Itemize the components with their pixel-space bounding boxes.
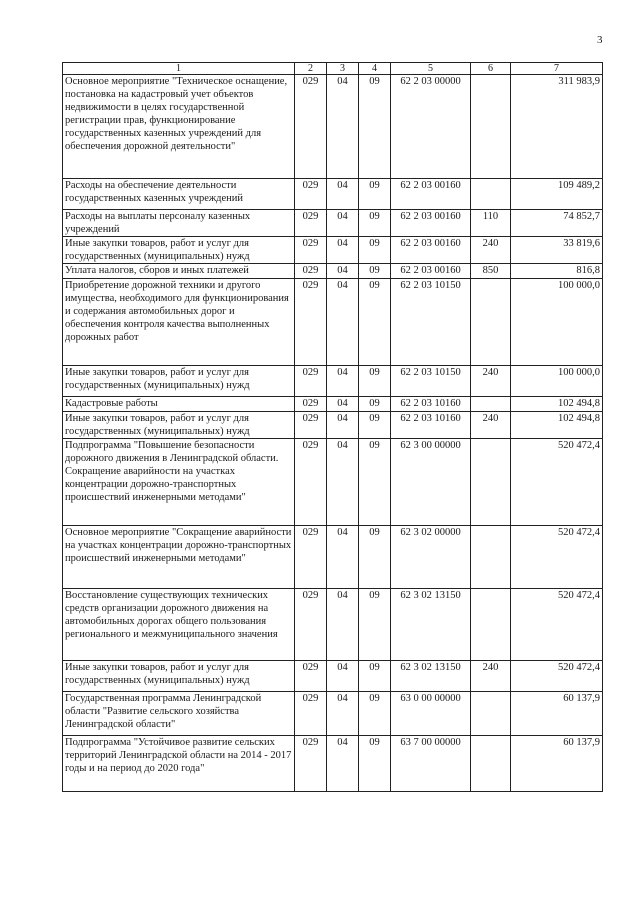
section-code-cell: 04 [327, 439, 359, 526]
target-article-cell: 63 0 00 00000 [391, 692, 471, 736]
row-name-cell: Подпрограмма "Повышение безопасности дорожного движения в Ленинградской области. Сокращение аварийности на участках концентрации дорожно-транспортных происшествий инженерными методами" [63, 439, 295, 526]
amount-cell: 100 000,0 [511, 279, 603, 366]
column-number-row [63, 63, 603, 75]
row-name-cell: Подпрограмма "Устойчивое развитие сельских территорий Ленинградской области на 2014 - 2017 годы и на период до 2020 года" [63, 736, 295, 792]
amount-cell: 520 472,4 [511, 589, 603, 661]
ministry-code-cell: 029 [295, 439, 327, 526]
expense-type-cell [471, 692, 511, 736]
row-name-cell: Иные закупки товаров, работ и услуг для государственных (муниципальных) нужд [63, 412, 295, 439]
target-article-cell: 63 7 00 00000 [391, 736, 471, 792]
section-code-cell: 04 [327, 589, 359, 661]
target-article-cell: 62 3 02 00000 [391, 526, 471, 589]
target-article-cell: 62 2 03 00000 [391, 75, 471, 179]
expense-type-cell [471, 589, 511, 661]
row-name-cell: Расходы на выплаты персоналу казенных учреждений [63, 210, 295, 237]
section-code-cell: 04 [327, 366, 359, 397]
expense-type-cell: 240 [471, 412, 511, 439]
ministry-code-cell: 029 [295, 736, 327, 792]
table-row [63, 589, 603, 661]
target-article-cell: 62 2 03 00160 [391, 179, 471, 210]
section-code-cell: 04 [327, 736, 359, 792]
section-code-cell: 04 [327, 692, 359, 736]
subsection-code-cell: 09 [359, 237, 391, 264]
column-header-7: 7 [511, 63, 603, 75]
expense-type-cell: 240 [471, 237, 511, 264]
expense-type-cell [471, 75, 511, 179]
expense-type-cell [471, 736, 511, 792]
section-code-cell: 04 [327, 279, 359, 366]
ministry-code-cell: 029 [295, 179, 327, 210]
column-header-3: 3 [327, 63, 359, 75]
amount-cell: 102 494,8 [511, 412, 603, 439]
ministry-code-cell: 029 [295, 397, 327, 412]
table-row [63, 692, 603, 736]
table-row [63, 526, 603, 589]
ministry-code-cell: 029 [295, 279, 327, 366]
row-name-cell: Приобретение дорожной техники и другого имущества, необходимого для функционирования и содержания автомобильных дорог и обеспечения контроля качества выполненных дорожных работ [63, 279, 295, 366]
section-code-cell: 04 [327, 210, 359, 237]
subsection-code-cell: 09 [359, 439, 391, 526]
subsection-code-cell: 09 [359, 589, 391, 661]
subsection-code-cell: 09 [359, 366, 391, 397]
subsection-code-cell: 09 [359, 279, 391, 366]
table-row [63, 75, 603, 179]
subsection-code-cell: 09 [359, 75, 391, 179]
ministry-code-cell: 029 [295, 264, 327, 279]
table-row [63, 397, 603, 412]
amount-cell: 100 000,0 [511, 366, 603, 397]
column-header-2: 2 [295, 63, 327, 75]
section-code-cell: 04 [327, 179, 359, 210]
amount-cell: 60 137,9 [511, 736, 603, 792]
row-name-cell: Уплата налогов, сборов и иных платежей [63, 264, 295, 279]
expense-type-cell: 850 [471, 264, 511, 279]
ministry-code-cell: 029 [295, 692, 327, 736]
table-row [63, 736, 603, 792]
column-header-4: 4 [359, 63, 391, 75]
target-article-cell: 62 2 03 10160 [391, 397, 471, 412]
table-row [63, 412, 603, 439]
expense-type-cell [471, 397, 511, 412]
ministry-code-cell: 029 [295, 210, 327, 237]
amount-cell: 109 489,2 [511, 179, 603, 210]
table-row [63, 366, 603, 397]
subsection-code-cell: 09 [359, 661, 391, 692]
target-article-cell: 62 2 03 10160 [391, 412, 471, 439]
target-article-cell: 62 2 03 10150 [391, 279, 471, 366]
table-row [63, 264, 603, 279]
budget-table [62, 62, 603, 792]
column-header-1: 1 [63, 63, 295, 75]
table-row [63, 179, 603, 210]
row-name-cell: Основное мероприятие "Сокращение аварийности на участках концентрации дорожно-транспортных происшествий инженерными методами" [63, 526, 295, 589]
amount-cell: 102 494,8 [511, 397, 603, 412]
amount-cell: 60 137,9 [511, 692, 603, 736]
target-article-cell: 62 2 03 00160 [391, 264, 471, 279]
row-name-cell: Иные закупки товаров, работ и услуг для государственных (муниципальных) нужд [63, 661, 295, 692]
subsection-code-cell: 09 [359, 412, 391, 439]
amount-cell: 74 852,7 [511, 210, 603, 237]
target-article-cell: 62 3 00 00000 [391, 439, 471, 526]
ministry-code-cell: 029 [295, 237, 327, 264]
subsection-code-cell: 09 [359, 526, 391, 589]
expense-type-cell [471, 279, 511, 366]
subsection-code-cell: 09 [359, 397, 391, 412]
row-name-cell: Восстановление существующих технических средств организации дорожного движения на автомобильных дорогах общего пользования регионального и межмуниципального значения [63, 589, 295, 661]
ministry-code-cell: 029 [295, 75, 327, 179]
amount-cell: 816,8 [511, 264, 603, 279]
table-row [63, 210, 603, 237]
section-code-cell: 04 [327, 397, 359, 412]
row-name-cell: Иные закупки товаров, работ и услуг для государственных (муниципальных) нужд [63, 237, 295, 264]
subsection-code-cell: 09 [359, 210, 391, 237]
section-code-cell: 04 [327, 412, 359, 439]
amount-cell: 311 983,9 [511, 75, 603, 179]
ministry-code-cell: 029 [295, 661, 327, 692]
row-name-cell: Государственная программа Ленинградской области "Развитие сельского хозяйства Ленинградской области" [63, 692, 295, 736]
expense-type-cell: 110 [471, 210, 511, 237]
target-article-cell: 62 2 03 10150 [391, 366, 471, 397]
page-number: 3 [597, 34, 603, 46]
row-name-cell: Иные закупки товаров, работ и услуг для государственных (муниципальных) нужд [63, 366, 295, 397]
subsection-code-cell: 09 [359, 264, 391, 279]
table-row [63, 279, 603, 366]
column-header-6: 6 [471, 63, 511, 75]
ministry-code-cell: 029 [295, 526, 327, 589]
table-row [63, 439, 603, 526]
row-name-cell: Кадастровые работы [63, 397, 295, 412]
subsection-code-cell: 09 [359, 736, 391, 792]
section-code-cell: 04 [327, 526, 359, 589]
target-article-cell: 62 3 02 13150 [391, 661, 471, 692]
amount-cell: 33 819,6 [511, 237, 603, 264]
ministry-code-cell: 029 [295, 589, 327, 661]
table-row [63, 661, 603, 692]
target-article-cell: 62 2 03 00160 [391, 210, 471, 237]
amount-cell: 520 472,4 [511, 661, 603, 692]
ministry-code-cell: 029 [295, 412, 327, 439]
amount-cell: 520 472,4 [511, 439, 603, 526]
row-name-cell: Расходы на обеспечение деятельности государственных казенных учреждений [63, 179, 295, 210]
expense-type-cell [471, 439, 511, 526]
expense-type-cell: 240 [471, 366, 511, 397]
ministry-code-cell: 029 [295, 366, 327, 397]
amount-cell: 520 472,4 [511, 526, 603, 589]
target-article-cell: 62 3 02 13150 [391, 589, 471, 661]
column-header-5: 5 [391, 63, 471, 75]
section-code-cell: 04 [327, 264, 359, 279]
target-article-cell: 62 2 03 00160 [391, 237, 471, 264]
section-code-cell: 04 [327, 75, 359, 179]
section-code-cell: 04 [327, 237, 359, 264]
section-code-cell: 04 [327, 661, 359, 692]
table-row [63, 237, 603, 264]
subsection-code-cell: 09 [359, 692, 391, 736]
expense-type-cell: 240 [471, 661, 511, 692]
expense-type-cell [471, 526, 511, 589]
expense-type-cell [471, 179, 511, 210]
row-name-cell: Основное мероприятие "Техническое оснащение, постановка на кадастровый учет объектов недвижимости в целях государственной регистрации прав, функционирование государственных казенных учреждений для обеспечения дорожной деятельности" [63, 75, 295, 179]
subsection-code-cell: 09 [359, 179, 391, 210]
